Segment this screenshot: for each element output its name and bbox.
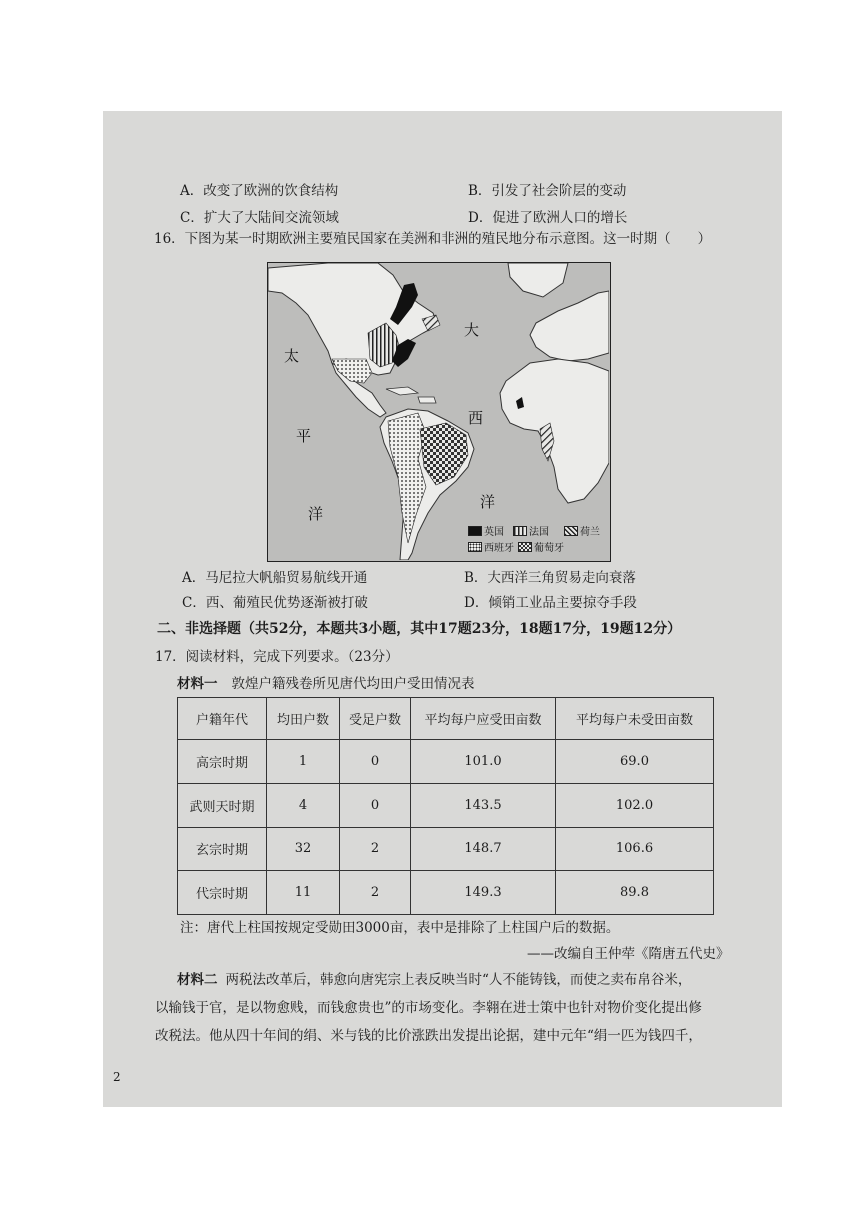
map-label-atlantic-1: 大 (464, 321, 480, 339)
table-cell: 2 (340, 827, 411, 871)
table-cell: 代宗时期 (178, 871, 267, 915)
map-label-atlantic-3: 洋 (480, 493, 496, 511)
q16-stem: 16．下图为某一时期欧洲主要殖民国家在美洲和非洲的殖民地分布示意图。这一时期（ ） (154, 231, 712, 247)
legend-netherlands: 荷兰 (564, 523, 600, 538)
q15-option-d: D．促进了欧洲人口的增长 (468, 210, 628, 226)
table-cell: 武则天时期 (178, 783, 267, 827)
q16-option-a: A．马尼拉大帆船贸易航线开通 (182, 570, 368, 586)
table-cell: 106.6 (556, 827, 714, 871)
q15-option-a: A．改变了欧洲的饮食结构 (180, 183, 339, 199)
table-cell: 148.7 (411, 827, 556, 871)
table-cell: 0 (340, 783, 411, 827)
legend-netherlands-swatch (564, 526, 578, 536)
section-2-header: 二、非选择题（共52分，本题共3小题，其中17题23分，18题17分，19题12分） (157, 621, 682, 637)
table-cell: 1 (267, 740, 340, 784)
table-cell: 11 (267, 871, 340, 915)
material2-label: 材料二 (177, 972, 218, 988)
q17-material1-heading (177, 675, 475, 693)
table-row (178, 783, 714, 827)
table-row (178, 740, 714, 784)
legend-spain: 西班牙 (468, 539, 514, 554)
legend-portugal: 葡萄牙 (518, 539, 564, 554)
table-cell: 89.8 (556, 871, 714, 915)
legend-france: 法国 (513, 523, 549, 538)
material2-line-1: 材料二 两税法改革后，韩愈向唐宪宗上表反映当时“人不能铸钱，而使之卖布帛谷米， (177, 972, 692, 988)
table-header-cell: 平均每户应受田亩数 (411, 698, 556, 740)
colonial-map (267, 262, 611, 562)
table-cell: 0 (340, 740, 411, 784)
material2-line-2: 以输钱于官，是以物愈贱，而钱愈贵也”的市场变化。李翱在进士策中也针对物价变化提出修 (155, 1000, 702, 1016)
legend-portugal-swatch (518, 542, 532, 552)
material1-title: 敦煌户籍残卷所见唐代均田户受田情况表 (231, 676, 475, 692)
table-cell: 32 (267, 827, 340, 871)
q16-option-b: B．大西洋三角贸易走向衰落 (464, 570, 636, 586)
page-number: 2 (113, 1070, 121, 1084)
map-label-atlantic-2: 西 (468, 409, 484, 427)
table-source: ——改编自王仲荦《隋唐五代史》 (527, 946, 730, 962)
legend-britain-swatch (468, 526, 482, 536)
map-label-pacific-1: 太 (284, 347, 300, 365)
table-cell: 玄宗时期 (178, 827, 267, 871)
table-cell: 69.0 (556, 740, 714, 784)
q16-option-c: C．西、葡殖民优势逐渐被打破 (182, 595, 368, 611)
material2-line-3: 改税法。他从四十年间的绢、米与钱的比价涨跌出发提出论据，建中元年“绢一匹为钱四千， (155, 1028, 702, 1044)
table-row (178, 827, 714, 871)
map-label-pacific-2: 平 (296, 427, 312, 445)
q15-option-b: B．引发了社会阶层的变动 (468, 183, 627, 199)
table-cell: 2 (340, 871, 411, 915)
table-header-cell: 户籍年代 (178, 698, 267, 740)
table-cell: 101.0 (411, 740, 556, 784)
table-cell: 143.5 (411, 783, 556, 827)
q17-stem: 17．阅读材料，完成下列要求。（23分） (155, 649, 399, 665)
q15-option-c: C．扩大了大陆间交流领域 (180, 210, 339, 226)
table-header-cell: 受足户数 (340, 698, 411, 740)
table-header-cell: 均田户数 (267, 698, 340, 740)
land-allocation-table (177, 697, 714, 915)
table-note: 注：唐代上柱国按规定受勋田3000亩，表中是排除了上柱国户后的数据。 (180, 920, 620, 936)
table-cell: 4 (267, 783, 340, 827)
legend-spain-swatch (468, 542, 482, 552)
table-row (178, 871, 714, 915)
table-cell: 高宗时期 (178, 740, 267, 784)
legend-france-swatch (513, 526, 527, 536)
material2-passage (155, 966, 745, 1050)
map-label-pacific-3: 洋 (308, 505, 324, 523)
table-header-row (178, 698, 714, 740)
q16-option-d: D．倾销工业品主要掠夺手段 (464, 595, 637, 611)
table-cell: 102.0 (556, 783, 714, 827)
table-cell: 149.3 (411, 871, 556, 915)
table-header-cell: 平均每户未受田亩数 (556, 698, 714, 740)
material1-label: 材料一 (177, 676, 218, 692)
legend-britain: 英国 (468, 523, 504, 538)
